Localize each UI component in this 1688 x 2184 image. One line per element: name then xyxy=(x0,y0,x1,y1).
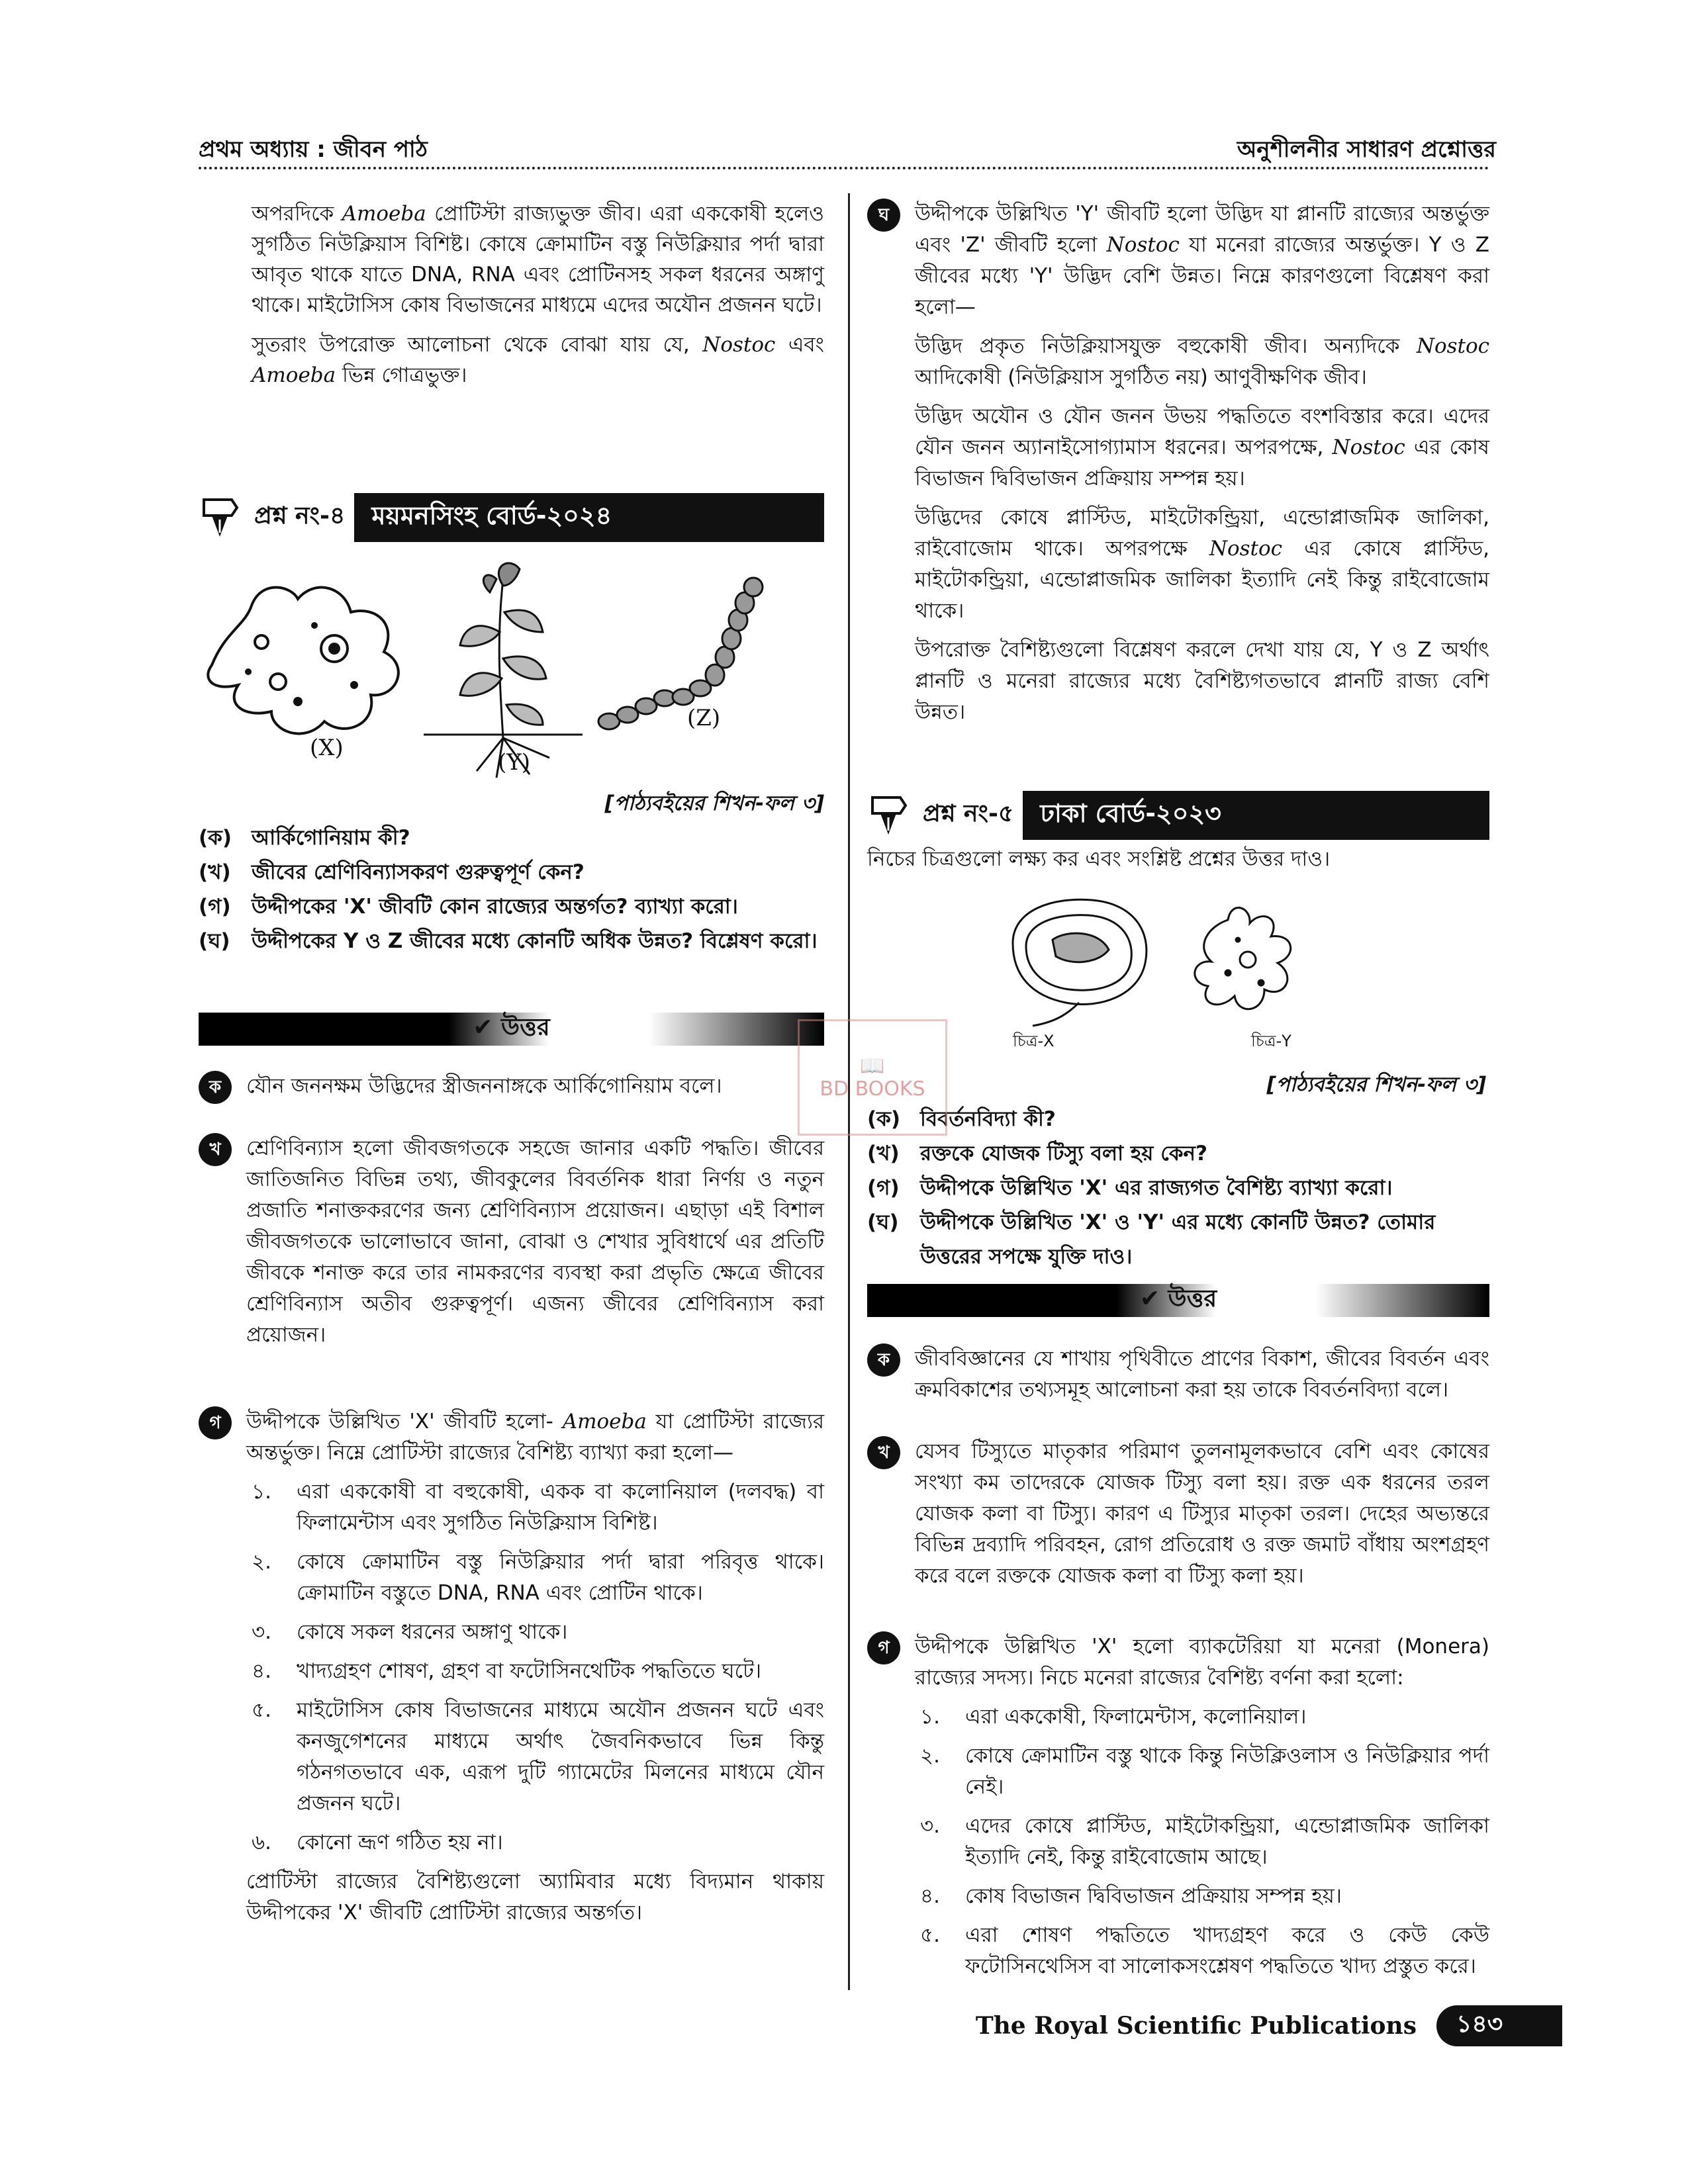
learning-outcome-caption: [পাঠ্যবইয়ের শিখন-ফল ৩] xyxy=(604,792,824,815)
scientific-name: Nostoc xyxy=(1209,537,1283,561)
list-item: ৪. খাদ্যগ্রহণ শোষণ, গ্রহণ বা ফটোসিনথেটিক পদ্ধতিতে ঘটে। xyxy=(252,1659,762,1683)
feature-list xyxy=(199,1477,824,1858)
question-item: (ক) বিবর্তনবিদ্যা কী? xyxy=(867,1107,1056,1131)
learning-outcome-caption: [পাঠ্যবইয়ের শিখন-ফল ৩] xyxy=(1266,1073,1486,1097)
amoeba-drawing xyxy=(1195,907,1291,1009)
figure-label-y: (Y) xyxy=(498,749,530,776)
list-item: ১. এরা এককোষী, ফিলামেন্টাস, কলোনিয়াল। xyxy=(920,1705,1307,1729)
answer-heading-bar xyxy=(199,1013,824,1046)
watermark-logo: 📖 BD BOOKS xyxy=(798,1019,947,1136)
left-continuation xyxy=(199,199,824,400)
board-label: ময়মনসিংহ বোর্ড-২০২৪ xyxy=(354,493,824,542)
board-label: ঢাকা বোর্ড-২০২৩ xyxy=(1023,791,1489,840)
paragraph: সুতরাং উপরোক্ত আলোচনা থেকে বোঝা যায় যে, Nostoc এবং Amoeba ভিন্ন গোত্রভুক্ত। xyxy=(252,333,825,387)
scientific-name: Amoeba xyxy=(562,1410,647,1433)
page-number: ১৪৩ xyxy=(1436,2005,1562,2046)
list-item: ৩. এদের কোষে প্লাস্টিড, মাইটোকন্ড্রিয়া, এন্ডোপ্লাজমিক জালিকা ইত্যাদি নেই, কিন্তু রাইবোজোম আছে। xyxy=(920,1814,1489,1869)
list-item: ৬. কোনো ভ্রূণ গঠিত হয় না। xyxy=(252,1831,503,1854)
answer-marker-icon: ক xyxy=(867,1343,900,1377)
question-item: (ঘ) উদ্দীপকে উল্লিখিত 'X' ও 'Y' এর মধ্যে কোনটি উন্নত? তোমার উত্তরের সপক্ষে যুক্তি দাও। xyxy=(867,1210,1436,1269)
figure-label-z: (Z) xyxy=(687,705,721,731)
question-number: প্রশ্ন নং-৪ xyxy=(254,502,346,529)
scientific-name: Amoeba xyxy=(252,363,336,387)
question-item: (ঘ) উদ্দীপকের Y ও Z জীবের মধ্যে কোনটি অধিক উন্নত? বিশ্লেষণ করো। xyxy=(199,929,818,953)
answer-heading: ✔ উত্তর xyxy=(473,1014,550,1041)
q4-question-list xyxy=(199,821,824,958)
question-item: (গ) উদ্দীপকের 'X' জীবটি কোন রাজ্যের অন্তর্গত? ব্যাখ্যা করো। xyxy=(199,895,738,919)
question-item: (খ) জীবের শ্রেণিবিন্যাসকরণ গুরুত্বপূর্ণ কেন? xyxy=(199,860,585,884)
header-divider xyxy=(199,167,1489,169)
list-item: ৩. কোষে সকল ধরনের অঙ্গাণু থাকে। xyxy=(252,1620,568,1644)
answer-marker-icon: ক xyxy=(199,1071,232,1104)
list-item: ২. কোষে ক্রোমাটিন বস্তু নিউক্লিয়ার পর্দা দ্বারা পরিবৃত্ত থাকে। ক্রোমাটিন বস্তুতে DNA, RNA এবং প্রোটিন থাকে। xyxy=(252,1550,824,1605)
feature-list xyxy=(867,1702,1489,1982)
answer-ga: গ উদ্দীপকে উল্লিখিত 'X' জীবটি হলো- Amoeba যা প্রোটিস্টা রাজ্যের অন্তর্ভুক্ত। নিম্নে প্রোটিস্টা রাজ্যের বৈশিষ্ট্য ব্যাখ্যা করা হলো— ১. এরা এককোষী বা বহুকোষী, একক বা কলোনিয়াল (দলবদ্ধ) বা ফিলামেন্টাস এবং সুগঠিত নিউক্লিয়াস বিশিষ্ট। ২. কোষে ক্রোমাটিন বস্তু নিউক্লিয়ার পর্দা দ্বারা পরিবৃত্ত থাকে। ক্রোমাটিন বস্তুতে DNA, RNA এবং প্রোটিন থাকে। ৩. কোষে সকল ধরনের অঙ্গাণু থাকে। ৪. খাদ্যগ্রহণ শোষণ, গ্রহণ বা ফটোসিনথেটিক পদ্ধতিতে ঘটে। ৫. মাইটোসিস কোষ বিভাজনের মাধ্যমে অযৌন প্রজনন ঘটে এবং কনজুগেশনের মাধ্যমে অর্থাৎ জৈবনিকভাবে ভিন্ন কিন্তু গঠনগতভাবে এক, এরূপ দুটি গ্যামেটের মিলনের মাধ্যমে যৌন প্রজনন ঘটে। ৬. কোনো ভ্রূণ গঠিত হয় না। প্রোটিস্টা রাজ্যের বৈশিষ্ট্যগুলো অ্যামিবার মধ্যে বিদ্যমান থাকায় উদ্দীপকের 'X' জীবটি প্রোটিস্টা রাজ্যের অন্তর্গত। xyxy=(199,1406,824,1929)
q5-instruction: নিচের চিত্রগুলো লক্ষ্য কর এবং সংশ্লিষ্ট প্রশ্নের উত্তর দাও। xyxy=(867,847,1331,871)
answer-marker-icon: গ xyxy=(867,1631,900,1664)
fountain-pen-icon xyxy=(867,791,914,840)
q5-figure xyxy=(1000,890,1370,1029)
figure-label-x: চিত্র-X xyxy=(1013,1032,1055,1050)
answer-kha: খ শ্রেণিবিন্যাস হলো জীবজগতকে সহজে জানার একটি পদ্ধতি। জীবের জাতিজনিত বিভিন্ন তথ্য, জীবকুলের বিবর্তনিক ধারা নির্ণয় ও নতুন প্রজাতি শনাক্তকরণের জন্য শ্রেণিবিন্যাস প্রয়োজন। এছাড়া এই বিশাল জীবজগতকে ভালোভাবে জানা, বোঝা ও শেখার সুবিধার্থে এর প্রতিটি জীবকে শনাক্ত করে তার নামকরণের ব্যবস্থা করা প্রভৃতি ক্ষেত্রে জীবের শ্রেণিবিন্যাস অতীব গুরুত্বপূর্ণ। এজন্য জীবের শ্রেণিবিন্যাস করা প্রয়োজন। xyxy=(199,1133,824,1351)
bacterium-drawing xyxy=(1013,899,1147,1026)
question-item: (ক) আর্কিগোনিয়াম কী? xyxy=(199,826,410,850)
scientific-name: Nostoc xyxy=(1106,233,1180,257)
plant-drawing xyxy=(424,563,583,778)
answer-heading: ✔ উত্তর xyxy=(1139,1285,1217,1312)
publisher-name: The Royal Scientific Publications xyxy=(975,2012,1417,2040)
paragraph: অপরদিকে Amoeba প্রোটিস্টা রাজ্যভুক্ত জীব। এরা এককোষী হলেও সুগঠিত নিউক্লিয়াস বিশিষ্ট। কোষে ক্রোমাটিন বস্তু নিউক্লিয়ার পর্দা দ্বারা আবৃত থাকে যাতে DNA, RNA এবং প্রোটিনসহ সকল ধরনের অঙ্গাণু থাকে। মাইটোসিস কোষ বিভাজনের মাধ্যমে এদের অযৌন প্রজনন ঘটে। xyxy=(252,202,825,317)
section-title: অনুশীলনীর সাধারণ প্রশ্নোত্তর xyxy=(1237,136,1496,163)
list-item: ৫. মাইটোসিস কোষ বিভাজনের মাধ্যমে অযৌন প্রজনন ঘটে এবং কনজুগেশনের মাধ্যমে অর্থাৎ জৈবনিকভাবে ভিন্ন কিন্তু গঠনগতভাবে এক, এরূপ দুটি গ্যামেটের মিলনের মাধ্যমে যৌন প্রজনন ঘটে। xyxy=(252,1698,824,1815)
chapter-title: প্রথম অধ্যায় : জীবন পাঠ xyxy=(199,136,428,163)
answer-marker-icon: ঘ xyxy=(867,199,900,232)
fountain-pen-icon xyxy=(199,493,245,542)
scientific-name: Nostoc xyxy=(702,333,776,357)
nostoc-chain-drawing xyxy=(598,578,763,729)
question-item: (খ) রক্তকে যোজক টিস্যু বলা হয় কেন? xyxy=(867,1142,1207,1165)
scientific-name: Nostoc xyxy=(1416,334,1489,358)
list-item: ২. কোষে ক্রোমাটিন বস্তু থাকে কিন্তু নিউক্লিওলাস ও নিউক্লিয়ার পর্দা নেই। xyxy=(920,1744,1489,1799)
figure-label-x: (X) xyxy=(310,735,344,761)
figure-label-y: চিত্র-Y xyxy=(1251,1032,1291,1050)
answer-marker-icon: গ xyxy=(199,1406,232,1439)
list-item: ৪. কোষ বিভাজন দ্বিবিভাজন প্রক্রিয়ায় সম্পন্ন হয়। xyxy=(920,1884,1342,1908)
scientific-name: Amoeba xyxy=(342,202,426,226)
answer-ka: ক যৌন জননক্ষম উদ্ভিদের স্ত্রীজননাঙ্গকে আর্কিগোনিয়াম বলে। xyxy=(199,1071,824,1102)
answer-kha: খ যেসব টিস্যুতে মাতৃকার পরিমাণ তুলনামূলকভাবে বেশি এবং কোষের সংখ্যা কম তাদেরকে যোজক টিস্যু বলা হয়। রক্ত এক ধরনের তরল যোজক কলা বা টিস্যু। কারণ এ টিস্যুর মাতৃকা তরল। দেহের অভ্যন্তরে বিভিন্ন দ্রব্যাদি পরিবহন, রোগ প্রতিরোধ ও রক্ত জমাট বাঁধায় অংশগ্রহণ করে বলে রক্তকে যোজক কলা বা টিস্যু কলা হয়। xyxy=(867,1436,1489,1592)
answer-marker-icon: খ xyxy=(867,1436,900,1469)
scientific-name: Nostoc xyxy=(1332,435,1405,459)
answer-ka: ক জীববিজ্ঞানের যে শাখায় পৃথিবীতে প্রাণের বিকাশ, জীবের বিবর্তন এবং ক্রমবিকাশের তথ্যসমূহ আলোচনা করা হয় তাকে বিবর্তনবিদ্যা বলে। xyxy=(867,1343,1489,1406)
question-item: (গ) উদ্দীপকে উল্লিখিত 'X' এর রাজ্যগত বৈশিষ্ট্য ব্যাখ্যা করো। xyxy=(867,1176,1393,1200)
answer-ga: গ উদ্দীপকে উল্লিখিত 'X' হলো ব্যাকটেরিয়া যা মনেরা (Monera) রাজ্যের সদস্য। নিচে মনেরা রাজ্যের বৈশিষ্ট্য বর্ণনা করা হলো: ১. এরা এককোষী, ফিলামেন্টাস, কলোনিয়াল। ২. কোষে ক্রোমাটিন বস্তু থাকে কিন্তু নিউক্লিওলাস ও নিউক্লিয়ার পর্দা নেই। ৩. এদের কোষে প্লাস্টিড, মাইটোকন্ড্রিয়া, এন্ডোপ্লাজমিক জালিকা ইত্যাদি নেই, কিন্তু রাইবোজোম আছে। ৪. কোষ বিভাজন দ্বিবিভাজন প্রক্রিয়ায় সম্পন্ন হয়। ৫. এরা শোষণ পদ্ধতিতে খাদ্যগ্রহণ করে ও কেউ কেউ ফটোসিনথেসিস বা সালোকসংশ্লেষণ পদ্ধতিতে খাদ্য প্রস্তুত করে। xyxy=(867,1631,1489,1990)
list-item: ১. এরা এককোষী বা বহুকোষী, একক বা কলোনিয়াল (দলবদ্ধ) বা ফিলামেন্টাস এবং সুগঠিত নিউক্লিয়াস বিশিষ্ট। xyxy=(252,1480,824,1535)
q5-question-list xyxy=(867,1102,1489,1274)
answer-gha: ঘ উদ্দীপকে উল্লিখিত 'Y' জীবটি হলো উদ্ভিদ যা প্লানটি রাজ্যের অন্তর্ভুক্ত এবং 'Z' জীবটি হলো Nostoc যা মনেরা রাজ্যের অন্তর্ভুক্ত। Y ও Z জীবের মধ্যে 'Y' উদ্ভিদ বেশি উন্নত। নিম্নে কারণগুলো বিশ্লেষণ করা হলো— উদ্ভিদ প্রকৃত নিউক্লিয়াসযুক্ত বহুকোষী জীব। অন্যদিকে Nostoc আদিকোষী (নিউক্লিয়াস সুগঠিত নয়) আণুবীক্ষণিক জীব। উদ্ভিদ অযৌন ও যৌন জনন উভয় পদ্ধতিতে বংশবিস্তার করে। এদের যৌন জনন অ্যানাইসোগ্যামাস ধরনের। অপরপক্ষে, Nostoc এর কোষ বিভাজন দ্বিবিভাজন প্রক্রিয়ায় সম্পন্ন হয়। উদ্ভিদের কোষে প্লাস্টিড, মাইটোকন্ড্রিয়া, এন্ডোপ্লাজমিক জালিকা, রাইবোজোম থাকে। অপরপক্ষে Nostoc এর কোষে প্লাস্টিড, মাইটোকন্ড্রিয়া, এন্ডোপ্লাজমিক জালিকা ইত্যাদি নেই কিন্তু রাইবোজোম থাকে। উপরোক্ত বৈশিষ্ট্যগুলো বিশ্লেষণ করলে দেখা যায় যে, Y ও Z অর্থাৎ প্লানটি ও মনেরা রাজ্যের মধ্যে বৈশিষ্ট্যগতভাবে প্লানটি রাজ্য বেশি উন্নত। xyxy=(867,199,1489,728)
book-icon: 📖 xyxy=(860,1054,885,1077)
list-item: ৫. এরা শোষণ পদ্ধতিতে খাদ্যগ্রহণ করে ও কেউ কেউ ফটোসিনথেসিস বা সালোকসংশ্লেষণ পদ্ধতিতে খাদ্য প্রস্তুত করে। xyxy=(920,1923,1489,1978)
amoeba-drawing xyxy=(208,588,399,734)
question-5-banner xyxy=(867,791,1489,840)
answer-heading-bar xyxy=(867,1284,1489,1317)
answer-marker-icon: খ xyxy=(199,1133,232,1166)
question-number: প্রশ্ন নং-৫ xyxy=(923,800,1014,827)
question-4-banner xyxy=(199,493,824,542)
